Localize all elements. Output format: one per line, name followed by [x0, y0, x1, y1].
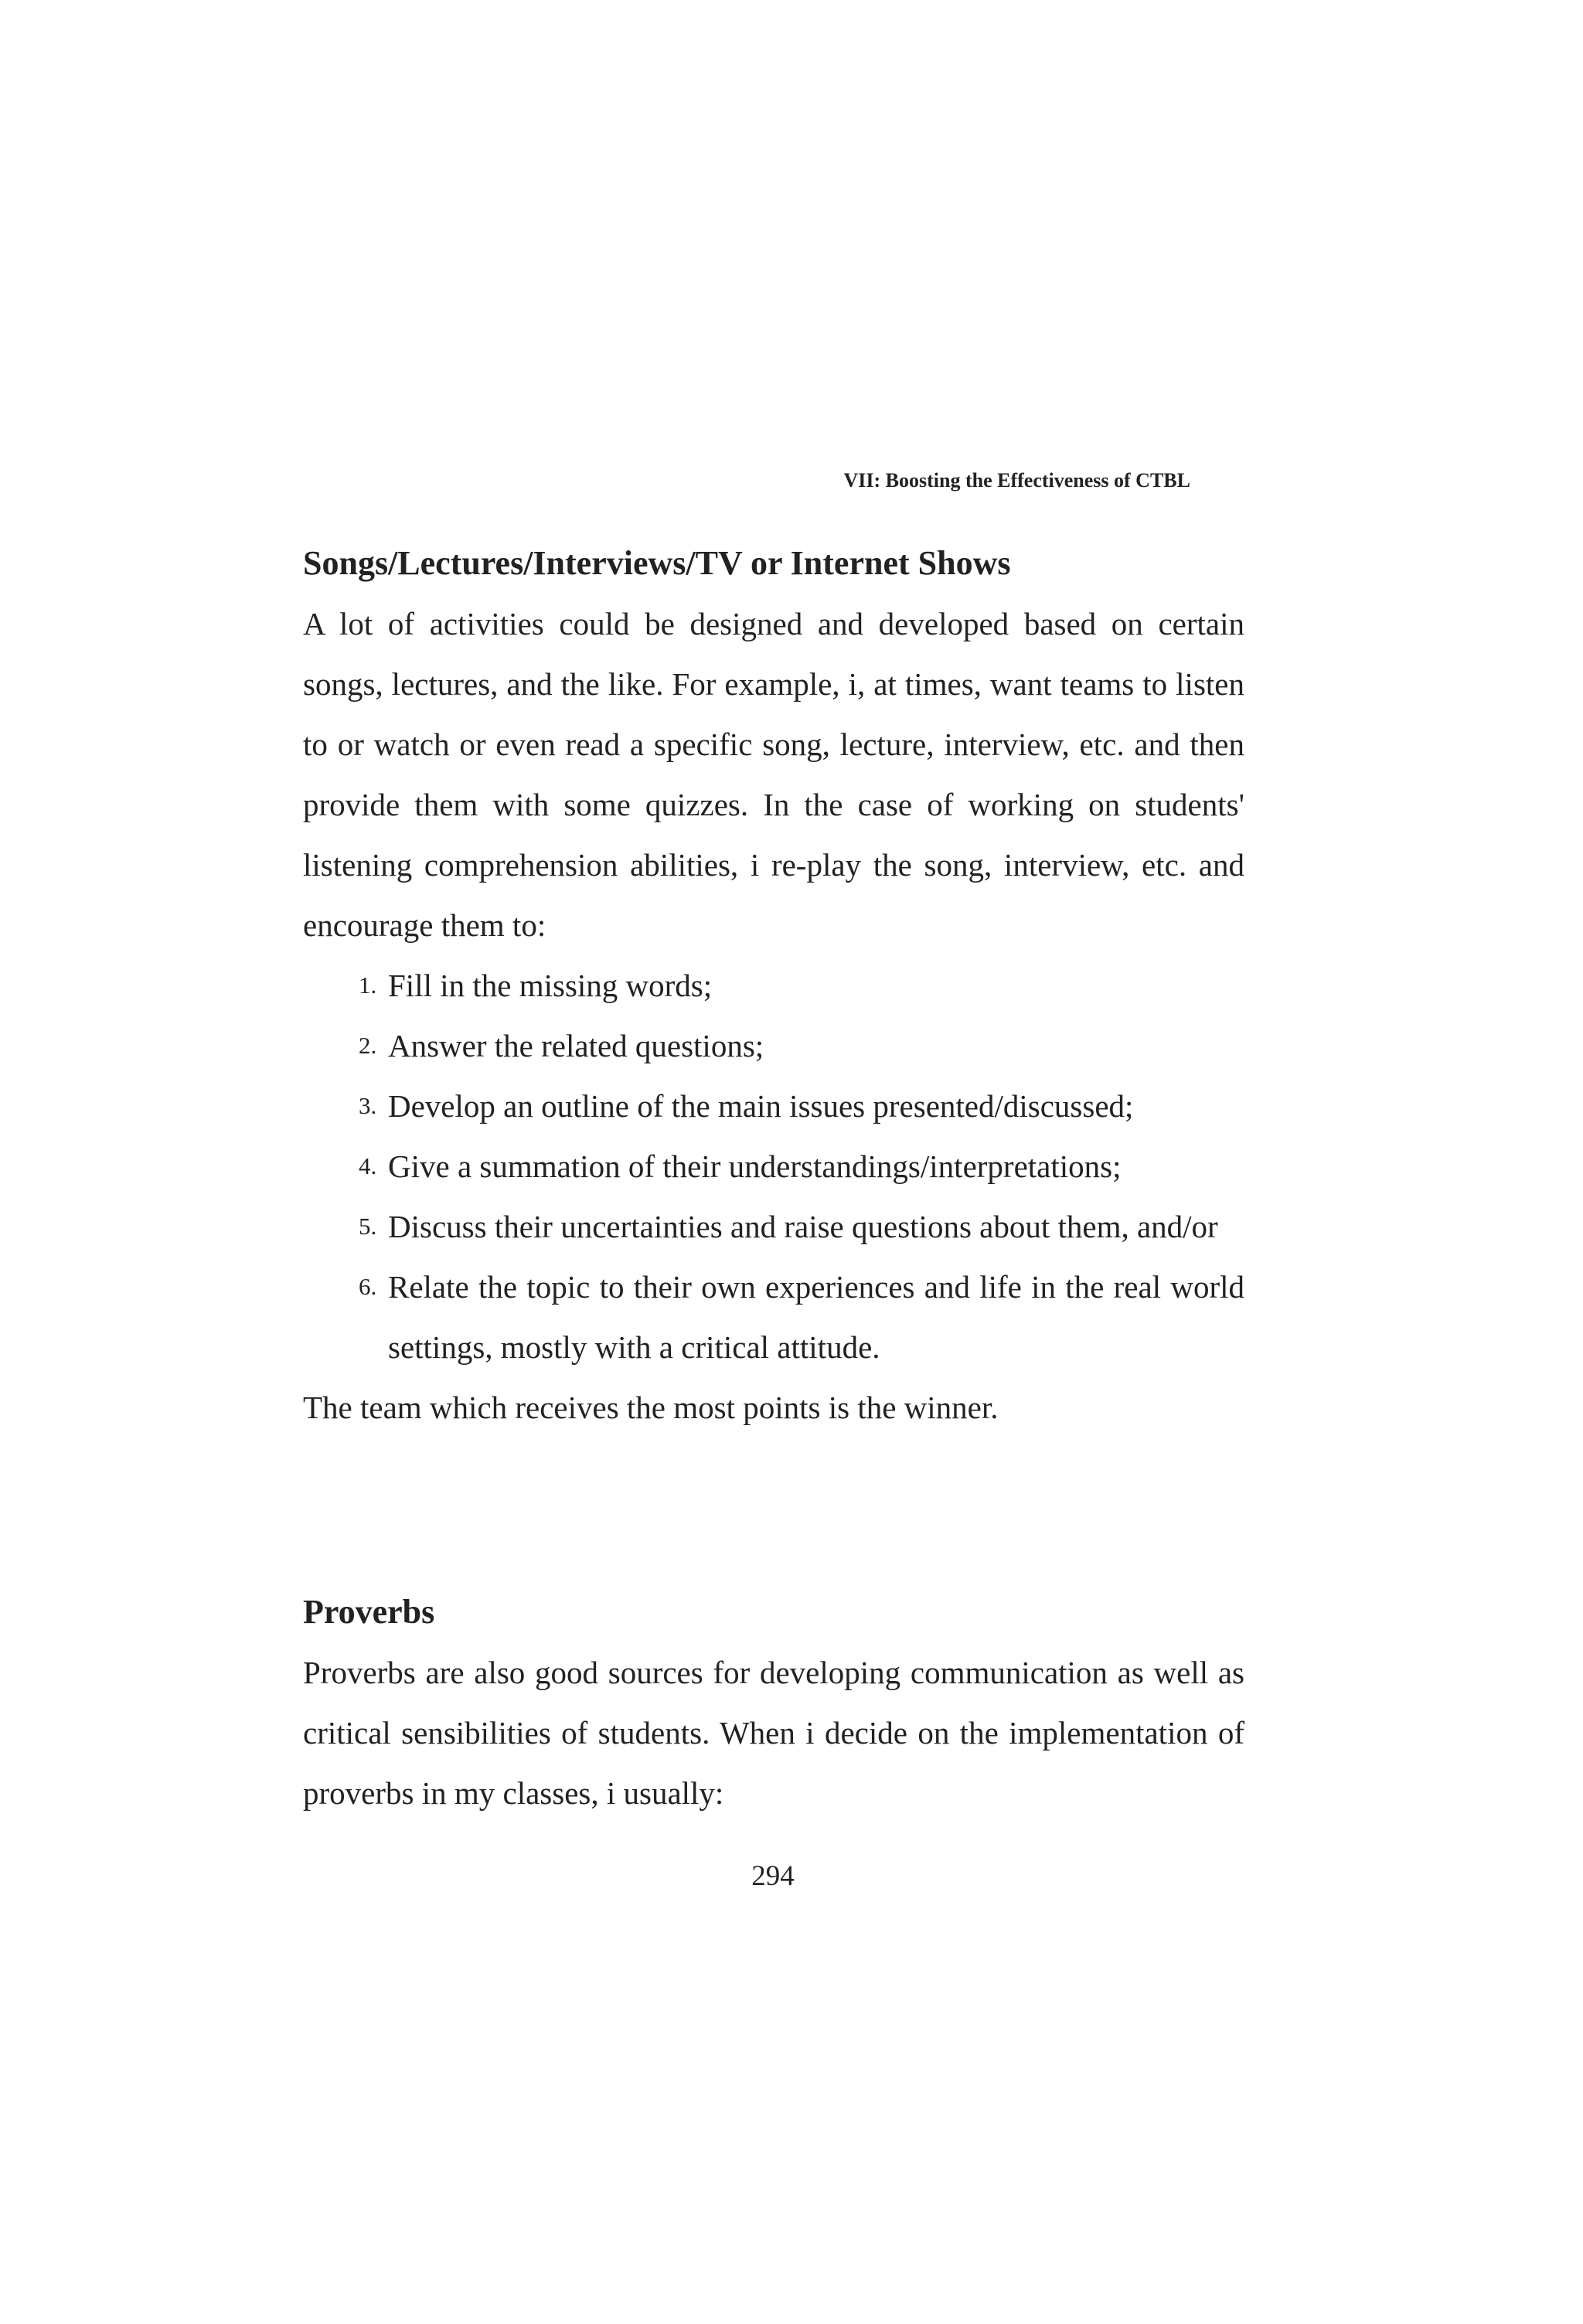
list-number: 3. — [359, 1092, 377, 1119]
list-number: 4. — [359, 1152, 377, 1179]
list-number: 6. — [359, 1273, 377, 1300]
list-item-text: Answer the related questions; — [388, 1028, 764, 1063]
list-item-text: Give a summation of their understandings/interpretations; — [388, 1148, 1122, 1184]
list-item-text: Develop an outline of the main issues presented/discussed; — [388, 1088, 1134, 1124]
section-songs-closing: The team which receives the most points is the winner. — [303, 1390, 999, 1425]
list-item — [303, 955, 1244, 1016]
list-item-text: Relate the topic to their own experiences and life in the real world settings, mostly with a critical attitude. — [388, 1269, 1244, 1365]
list-item-text: Fill in the missing words; — [388, 968, 713, 1003]
list-item — [303, 1136, 1244, 1196]
page-number: 294 — [751, 1860, 795, 1892]
section-songs — [303, 533, 1244, 1438]
list-item — [303, 1196, 1244, 1257]
list-number: 1. — [359, 971, 377, 999]
section-songs-intro: A lot of activities could be designed and developed based on certain songs, lectures, and the like. For example, i, at times, want teams to listen to or watch or even read a specific song, lecture, interview, etc. and then provide them with some quizzes. In the case of working on students' listening comprehension abilities, i re-play the song, interview, etc. and encourage them to: — [303, 606, 1244, 943]
list-item — [303, 1016, 1244, 1076]
list-item-text: Discuss their uncertainties and raise questions about them, and/or — [388, 1209, 1218, 1244]
list-item — [303, 1257, 1244, 1377]
list-number: 5. — [359, 1213, 377, 1240]
list-number: 2. — [359, 1032, 377, 1059]
section-proverbs — [303, 1582, 1244, 1823]
section-heading-songs: Songs/Lectures/Interviews/TV or Internet Shows — [303, 544, 1011, 582]
section-heading-proverbs: Proverbs — [303, 1593, 435, 1631]
activity-list — [303, 955, 1244, 1377]
running-header: VII: Boosting the Effectiveness of CTBL — [843, 469, 1190, 492]
section-proverbs-intro: Proverbs are also good sources for developing communication as well as critical sensibilities of students. When i decide on the implementation of proverbs in my classes, i usually: — [303, 1655, 1244, 1811]
list-item — [303, 1076, 1244, 1136]
